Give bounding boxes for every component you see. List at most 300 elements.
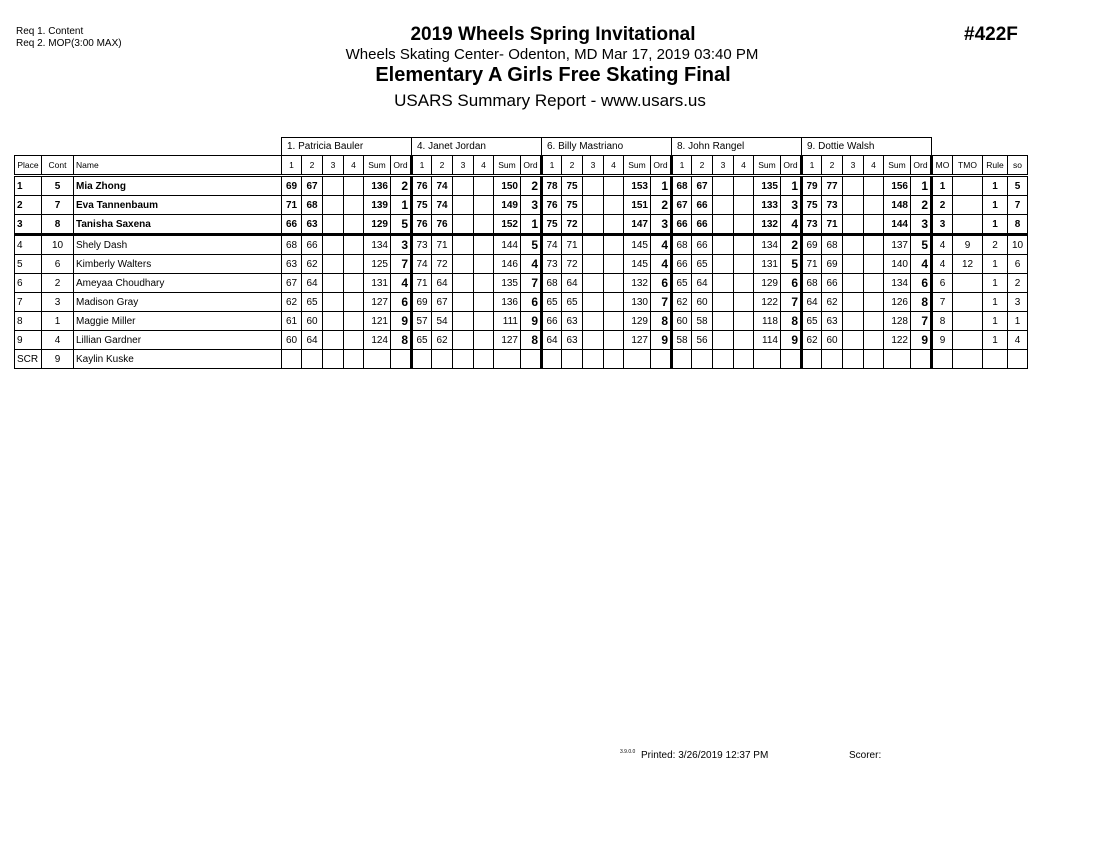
ordinal-cell <box>911 350 932 369</box>
ordinal-cell: 9 <box>781 331 802 350</box>
extra-cell: 6 <box>932 274 953 293</box>
score-cell <box>713 235 734 255</box>
score-cell <box>864 293 884 312</box>
score-cell: 72 <box>562 215 583 235</box>
score-cell: 66 <box>282 215 302 235</box>
score-cell <box>453 293 474 312</box>
extra-cell: 1 <box>983 196 1008 215</box>
sum-cell: 150 <box>494 176 521 196</box>
score-cell <box>734 293 754 312</box>
blank-cell <box>15 138 282 156</box>
skater-name: Mia Zhong <box>74 176 282 196</box>
score-cell <box>474 255 494 274</box>
score-cell: 71 <box>802 255 822 274</box>
sum-cell: 135 <box>494 274 521 293</box>
score-cell: 66 <box>672 255 692 274</box>
ordinal-cell: 6 <box>651 274 672 293</box>
place-cell: 6 <box>15 274 42 293</box>
judge-name: 1. Patricia Bauler <box>282 138 412 156</box>
score-cell: 65 <box>672 274 692 293</box>
header-extra-col: MO <box>932 156 953 176</box>
score-cell: 78 <box>542 176 562 196</box>
ordinal-cell: 9 <box>911 331 932 350</box>
sum-cell: 145 <box>624 235 651 255</box>
score-cell <box>604 274 624 293</box>
score-cell <box>734 274 754 293</box>
score-cell: 64 <box>542 331 562 350</box>
sum-cell: 126 <box>884 293 911 312</box>
score-cell: 68 <box>302 196 323 215</box>
header-judge-col: Ord <box>911 156 932 176</box>
ordinal-cell: 7 <box>911 312 932 331</box>
requirement-1: Req 1. Content <box>16 26 84 37</box>
ordinal-cell: 3 <box>651 215 672 235</box>
score-cell <box>734 350 754 369</box>
score-cell <box>734 312 754 331</box>
score-cell <box>734 331 754 350</box>
score-cell <box>474 312 494 331</box>
extra-cell: 7 <box>932 293 953 312</box>
header-judge-col: Sum <box>494 156 521 176</box>
score-cell <box>474 235 494 255</box>
sum-cell: 148 <box>884 196 911 215</box>
ordinal-cell <box>781 350 802 369</box>
score-cell <box>864 274 884 293</box>
score-cell: 64 <box>302 331 323 350</box>
result-row <box>15 293 1028 312</box>
score-cell: 74 <box>412 255 432 274</box>
place-cell: 8 <box>15 312 42 331</box>
score-cell <box>323 235 344 255</box>
score-cell: 62 <box>802 331 822 350</box>
sum-cell: 146 <box>494 255 521 274</box>
extra-cell: 1 <box>983 215 1008 235</box>
result-row <box>15 235 1028 255</box>
score-cell: 73 <box>542 255 562 274</box>
score-cell <box>843 235 864 255</box>
score-cell <box>843 331 864 350</box>
score-cell <box>583 176 604 196</box>
ordinal-cell: 4 <box>651 235 672 255</box>
header-judge-col: 4 <box>604 156 624 176</box>
sum-cell: 132 <box>624 274 651 293</box>
score-cell <box>604 255 624 274</box>
header-judge-col: 1 <box>802 156 822 176</box>
score-cell <box>344 312 364 331</box>
score-cell <box>323 215 344 235</box>
score-cell: 74 <box>432 176 453 196</box>
extra-cell: 9 <box>953 235 983 255</box>
ordinal-cell: 6 <box>781 274 802 293</box>
report-title: USARS Summary Report - www.usars.us <box>394 91 706 110</box>
score-cell <box>713 176 734 196</box>
extra-cell: 7 <box>1008 196 1028 215</box>
extra-cell <box>953 274 983 293</box>
sum-cell: 132 <box>754 215 781 235</box>
score-cell <box>474 293 494 312</box>
score-cell: 62 <box>822 293 843 312</box>
score-cell: 66 <box>692 235 713 255</box>
sum-cell: 135 <box>754 176 781 196</box>
score-cell: 69 <box>412 293 432 312</box>
extra-cell: 4 <box>1008 331 1028 350</box>
score-cell: 58 <box>692 312 713 331</box>
score-cell <box>734 196 754 215</box>
place-cell: 2 <box>15 196 42 215</box>
score-cell: 63 <box>822 312 843 331</box>
result-row <box>15 312 1028 331</box>
sum-cell: 118 <box>754 312 781 331</box>
score-cell: 60 <box>672 312 692 331</box>
score-cell <box>474 176 494 196</box>
extra-cell: 4 <box>932 255 953 274</box>
header-judge-col: 3 <box>323 156 344 176</box>
header-judge-col: 4 <box>734 156 754 176</box>
score-cell: 56 <box>692 331 713 350</box>
extra-cell: 8 <box>1008 215 1028 235</box>
extra-cell: 1 <box>983 312 1008 331</box>
score-cell <box>734 215 754 235</box>
ordinal-cell: 2 <box>521 176 542 196</box>
header-extra-col: TMO <box>953 156 983 176</box>
result-row <box>15 331 1028 350</box>
ordinal-cell: 7 <box>521 274 542 293</box>
sum-cell: 137 <box>884 235 911 255</box>
extra-cell <box>953 215 983 235</box>
ordinal-cell: 4 <box>391 274 412 293</box>
score-cell <box>302 350 323 369</box>
sum-cell: 153 <box>624 176 651 196</box>
score-cell: 60 <box>282 331 302 350</box>
score-cell <box>583 350 604 369</box>
score-cell <box>843 293 864 312</box>
skater-name: Lillian Gardner <box>74 331 282 350</box>
ordinal-cell: 1 <box>911 176 932 196</box>
score-cell: 68 <box>672 235 692 255</box>
sum-cell: 128 <box>884 312 911 331</box>
score-cell: 64 <box>692 274 713 293</box>
score-cell: 64 <box>302 274 323 293</box>
sum-cell: 156 <box>884 176 911 196</box>
ordinal-cell: 4 <box>651 255 672 274</box>
score-cell <box>453 196 474 215</box>
ordinal-cell: 3 <box>911 215 932 235</box>
skater-name: Maggie Miller <box>74 312 282 331</box>
score-cell: 68 <box>282 235 302 255</box>
score-cell <box>323 176 344 196</box>
score-cell <box>344 331 364 350</box>
score-cell: 60 <box>822 331 843 350</box>
score-cell <box>344 235 364 255</box>
ordinal-cell: 8 <box>651 312 672 331</box>
sum-cell: 133 <box>754 196 781 215</box>
ordinal-cell: 1 <box>781 176 802 196</box>
place-cell: 5 <box>15 255 42 274</box>
ordinal-cell: 2 <box>651 196 672 215</box>
place-cell: 4 <box>15 235 42 255</box>
ordinal-cell: 9 <box>651 331 672 350</box>
header-judge-col: 3 <box>713 156 734 176</box>
sum-cell: 144 <box>884 215 911 235</box>
header-judge-col: Sum <box>624 156 651 176</box>
score-cell: 68 <box>822 235 843 255</box>
score-cell <box>323 350 344 369</box>
score-cell: 69 <box>822 255 843 274</box>
score-cell: 67 <box>432 293 453 312</box>
score-cell <box>323 255 344 274</box>
score-cell: 67 <box>692 176 713 196</box>
score-cell: 62 <box>432 331 453 350</box>
header-judge-col: 3 <box>843 156 864 176</box>
result-row <box>15 215 1028 235</box>
extra-cell: 9 <box>932 331 953 350</box>
results-table <box>14 137 1028 369</box>
sum-cell: 122 <box>754 293 781 312</box>
sum-cell: 111 <box>494 312 521 331</box>
header-judge-col: 2 <box>562 156 583 176</box>
score-cell: 69 <box>802 235 822 255</box>
extra-cell <box>1008 350 1028 369</box>
score-cell: 75 <box>542 215 562 235</box>
score-cell <box>474 274 494 293</box>
sum-cell: 152 <box>494 215 521 235</box>
extra-cell <box>953 293 983 312</box>
header-judge-col: Sum <box>754 156 781 176</box>
sum-cell: 121 <box>364 312 391 331</box>
score-cell <box>713 331 734 350</box>
sum-cell <box>494 350 521 369</box>
score-cell: 65 <box>302 293 323 312</box>
header-judge-col: 3 <box>583 156 604 176</box>
result-row <box>15 255 1028 274</box>
ordinal-cell: 5 <box>911 235 932 255</box>
extra-cell: 1 <box>1008 312 1028 331</box>
score-cell <box>453 331 474 350</box>
score-cell: 60 <box>692 293 713 312</box>
sum-cell: 127 <box>494 331 521 350</box>
score-cell: 68 <box>802 274 822 293</box>
score-cell <box>843 176 864 196</box>
score-cell <box>412 350 432 369</box>
score-cell <box>453 312 474 331</box>
ordinal-cell: 5 <box>521 235 542 255</box>
score-cell: 71 <box>282 196 302 215</box>
score-cell: 71 <box>822 215 843 235</box>
extra-cell: 10 <box>1008 235 1028 255</box>
ordinal-cell: 9 <box>391 312 412 331</box>
result-row <box>15 196 1028 215</box>
score-cell: 72 <box>562 255 583 274</box>
score-cell: 63 <box>302 215 323 235</box>
header-judge-col: 1 <box>412 156 432 176</box>
score-cell <box>583 255 604 274</box>
score-cell: 66 <box>692 215 713 235</box>
header-judge-col: 1 <box>282 156 302 176</box>
score-cell <box>604 312 624 331</box>
sum-cell: 140 <box>884 255 911 274</box>
skater-name: Kaylin Kuske <box>74 350 282 369</box>
score-cell <box>843 274 864 293</box>
judge-header-row <box>15 138 1028 156</box>
score-cell: 66 <box>302 235 323 255</box>
score-cell: 66 <box>692 196 713 215</box>
score-cell: 67 <box>302 176 323 196</box>
extra-cell <box>932 350 953 369</box>
event-number: #422F <box>964 24 1018 45</box>
ordinal-cell: 1 <box>521 215 542 235</box>
extra-cell <box>983 350 1008 369</box>
score-cell: 62 <box>672 293 692 312</box>
place-cell: SCR <box>15 350 42 369</box>
score-cell <box>344 293 364 312</box>
score-cell <box>864 312 884 331</box>
sum-cell: 136 <box>364 176 391 196</box>
ordinal-cell: 7 <box>781 293 802 312</box>
score-cell <box>604 350 624 369</box>
result-row <box>15 350 1028 369</box>
score-cell: 76 <box>432 215 453 235</box>
printed-timestamp: Printed: 3/26/2019 12:37 PM <box>641 750 769 761</box>
ordinal-cell: 4 <box>911 255 932 274</box>
sum-cell: 136 <box>494 293 521 312</box>
score-cell <box>344 196 364 215</box>
sum-cell: 147 <box>624 215 651 235</box>
score-cell <box>692 350 713 369</box>
extra-cell: 3 <box>932 215 953 235</box>
score-cell <box>474 196 494 215</box>
contestant-number: 2 <box>42 274 74 293</box>
extra-cell <box>953 331 983 350</box>
skater-name: Madison Gray <box>74 293 282 312</box>
score-cell <box>864 176 884 196</box>
score-cell <box>583 293 604 312</box>
score-cell: 62 <box>282 293 302 312</box>
score-cell: 77 <box>822 176 843 196</box>
score-cell <box>864 350 884 369</box>
place-cell: 3 <box>15 215 42 235</box>
score-cell <box>604 215 624 235</box>
score-cell <box>323 293 344 312</box>
score-cell <box>713 312 734 331</box>
skater-name: Shely Dash <box>74 235 282 255</box>
ordinal-cell: 5 <box>781 255 802 274</box>
extra-cell: 1 <box>983 274 1008 293</box>
sum-cell: 122 <box>884 331 911 350</box>
contestant-number: 3 <box>42 293 74 312</box>
skater-name: Tanisha Saxena <box>74 215 282 235</box>
extra-cell: 1 <box>983 176 1008 196</box>
score-cell <box>344 176 364 196</box>
extra-cell <box>953 196 983 215</box>
header-cont: Cont <box>42 156 74 176</box>
contestant-number: 9 <box>42 350 74 369</box>
score-cell <box>323 196 344 215</box>
sum-cell: 144 <box>494 235 521 255</box>
score-cell <box>453 274 474 293</box>
extra-cell: 2 <box>1008 274 1028 293</box>
score-cell <box>474 215 494 235</box>
extra-cell: 6 <box>1008 255 1028 274</box>
judge-name: 6. Billy Mastriano <box>542 138 672 156</box>
score-cell: 75 <box>412 196 432 215</box>
sum-cell: 134 <box>364 235 391 255</box>
ordinal-cell: 3 <box>521 196 542 215</box>
ordinal-cell: 6 <box>521 293 542 312</box>
contestant-number: 8 <box>42 215 74 235</box>
ordinal-cell: 2 <box>781 235 802 255</box>
score-cell <box>583 235 604 255</box>
column-header-row <box>15 156 1028 176</box>
ordinal-cell: 5 <box>391 215 412 235</box>
header-judge-col: Sum <box>884 156 911 176</box>
score-cell <box>583 274 604 293</box>
score-cell <box>864 255 884 274</box>
score-cell <box>604 235 624 255</box>
score-cell: 61 <box>282 312 302 331</box>
score-cell <box>843 255 864 274</box>
score-cell <box>583 196 604 215</box>
extra-cell <box>953 312 983 331</box>
sum-cell: 139 <box>364 196 391 215</box>
extra-cell <box>953 350 983 369</box>
score-cell: 54 <box>432 312 453 331</box>
score-cell <box>432 350 453 369</box>
score-cell: 63 <box>282 255 302 274</box>
ordinal-cell: 6 <box>391 293 412 312</box>
header-judge-col: 4 <box>474 156 494 176</box>
software-version: 3.9.0.0 <box>620 749 636 755</box>
header-judge-col: Ord <box>391 156 412 176</box>
extra-cell: 1 <box>983 331 1008 350</box>
header-name: Name <box>74 156 282 176</box>
score-cell <box>282 350 302 369</box>
extra-cell: 8 <box>932 312 953 331</box>
contestant-number: 1 <box>42 312 74 331</box>
score-cell: 63 <box>562 331 583 350</box>
result-row <box>15 176 1028 196</box>
score-cell <box>453 215 474 235</box>
skater-name: Kimberly Walters <box>74 255 282 274</box>
score-cell: 73 <box>822 196 843 215</box>
score-cell <box>583 215 604 235</box>
score-cell: 58 <box>672 331 692 350</box>
score-cell: 63 <box>562 312 583 331</box>
score-cell: 69 <box>282 176 302 196</box>
contestant-number: 5 <box>42 176 74 196</box>
venue-datetime: Wheels Skating Center- Odenton, MD Mar 17, 2019 03:40 PM <box>345 46 759 63</box>
score-cell: 65 <box>562 293 583 312</box>
score-cell <box>864 331 884 350</box>
score-cell <box>583 312 604 331</box>
header-place: Place <box>15 156 42 176</box>
ordinal-cell <box>521 350 542 369</box>
score-cell <box>843 215 864 235</box>
score-cell <box>474 331 494 350</box>
score-cell <box>604 176 624 196</box>
sum-cell: 129 <box>364 215 391 235</box>
sum-cell: 114 <box>754 331 781 350</box>
score-cell: 76 <box>412 176 432 196</box>
contestant-number: 4 <box>42 331 74 350</box>
judge-name: 8. John Rangel <box>672 138 802 156</box>
requirement-2: Req 2. MOP(3:00 MAX) <box>16 38 122 49</box>
score-cell: 72 <box>432 255 453 274</box>
place-cell: 9 <box>15 331 42 350</box>
score-cell <box>713 293 734 312</box>
score-cell: 73 <box>802 215 822 235</box>
sum-cell: 127 <box>624 331 651 350</box>
sum-cell: 131 <box>364 274 391 293</box>
